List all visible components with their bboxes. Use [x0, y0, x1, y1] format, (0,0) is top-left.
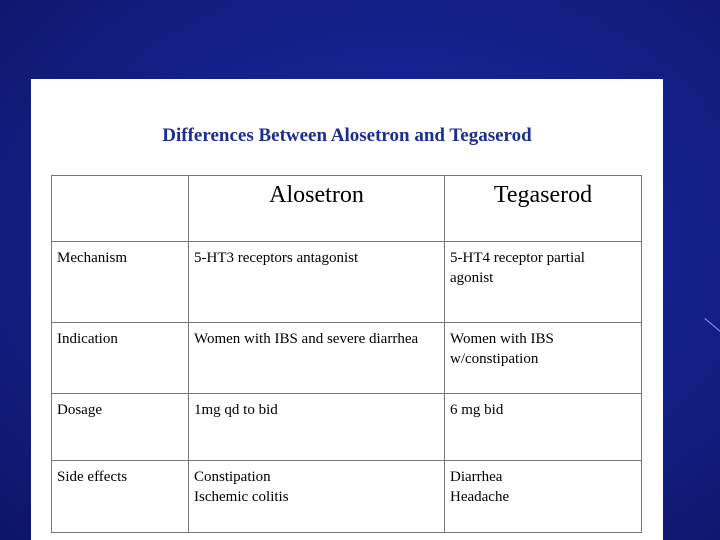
tegaserod-line: Headache [450, 489, 510, 505]
table-row-side-effects [52, 461, 642, 533]
tegaserod-line: w/constipation [450, 351, 539, 367]
row-label: Indication [57, 331, 118, 347]
row-label: Side effects [57, 469, 128, 485]
row-label: Dosage [57, 402, 102, 418]
alosetron-value: 1mg qd to bid [194, 402, 278, 418]
slide-panel [31, 79, 663, 540]
tegaserod-value [445, 323, 641, 369]
alosetron-cell [189, 323, 445, 394]
row-label-cell [52, 242, 189, 323]
tegaserod-value [445, 242, 641, 288]
tegaserod-line: Diarrhea [450, 469, 503, 485]
tegaserod-cell [445, 461, 642, 533]
decorative-streak [704, 318, 720, 338]
tegaserod-line: Women with IBS [450, 331, 554, 347]
tegaserod-cell [445, 242, 642, 323]
alosetron-value: 5-HT3 receptors antagonist [194, 250, 359, 266]
comparison-table [51, 175, 642, 533]
table-row-indication [52, 323, 642, 394]
table-row-dosage [52, 394, 642, 461]
tegaserod-value: 6 mg bid [450, 402, 504, 418]
table-header-row [52, 176, 642, 242]
alosetron-line: Ischemic colitis [194, 489, 289, 505]
row-label-cell [52, 461, 189, 533]
header-alosetron: Alosetron [189, 176, 445, 242]
alosetron-cell [189, 394, 445, 461]
row-label-cell [52, 323, 189, 394]
header-empty-cell [52, 176, 189, 242]
tegaserod-value [445, 461, 641, 507]
tegaserod-cell [445, 323, 642, 394]
header-tegaserod: Tegaserod [445, 176, 642, 242]
row-label-cell [52, 394, 189, 461]
alosetron-cell [189, 242, 445, 323]
tegaserod-line: 5-HT4 receptor partial [450, 250, 585, 266]
slide-title: Differences Between Alosetron and Tegaserod [162, 125, 532, 146]
alosetron-value: Women with IBS and severe diarrhea [194, 331, 419, 347]
tegaserod-cell [445, 394, 642, 461]
alosetron-value [189, 461, 444, 507]
alosetron-line: Constipation [194, 469, 271, 485]
table-row-mechanism [52, 242, 642, 323]
tegaserod-line: agonist [450, 270, 494, 286]
alosetron-cell [189, 461, 445, 533]
row-label: Mechanism [57, 250, 127, 266]
